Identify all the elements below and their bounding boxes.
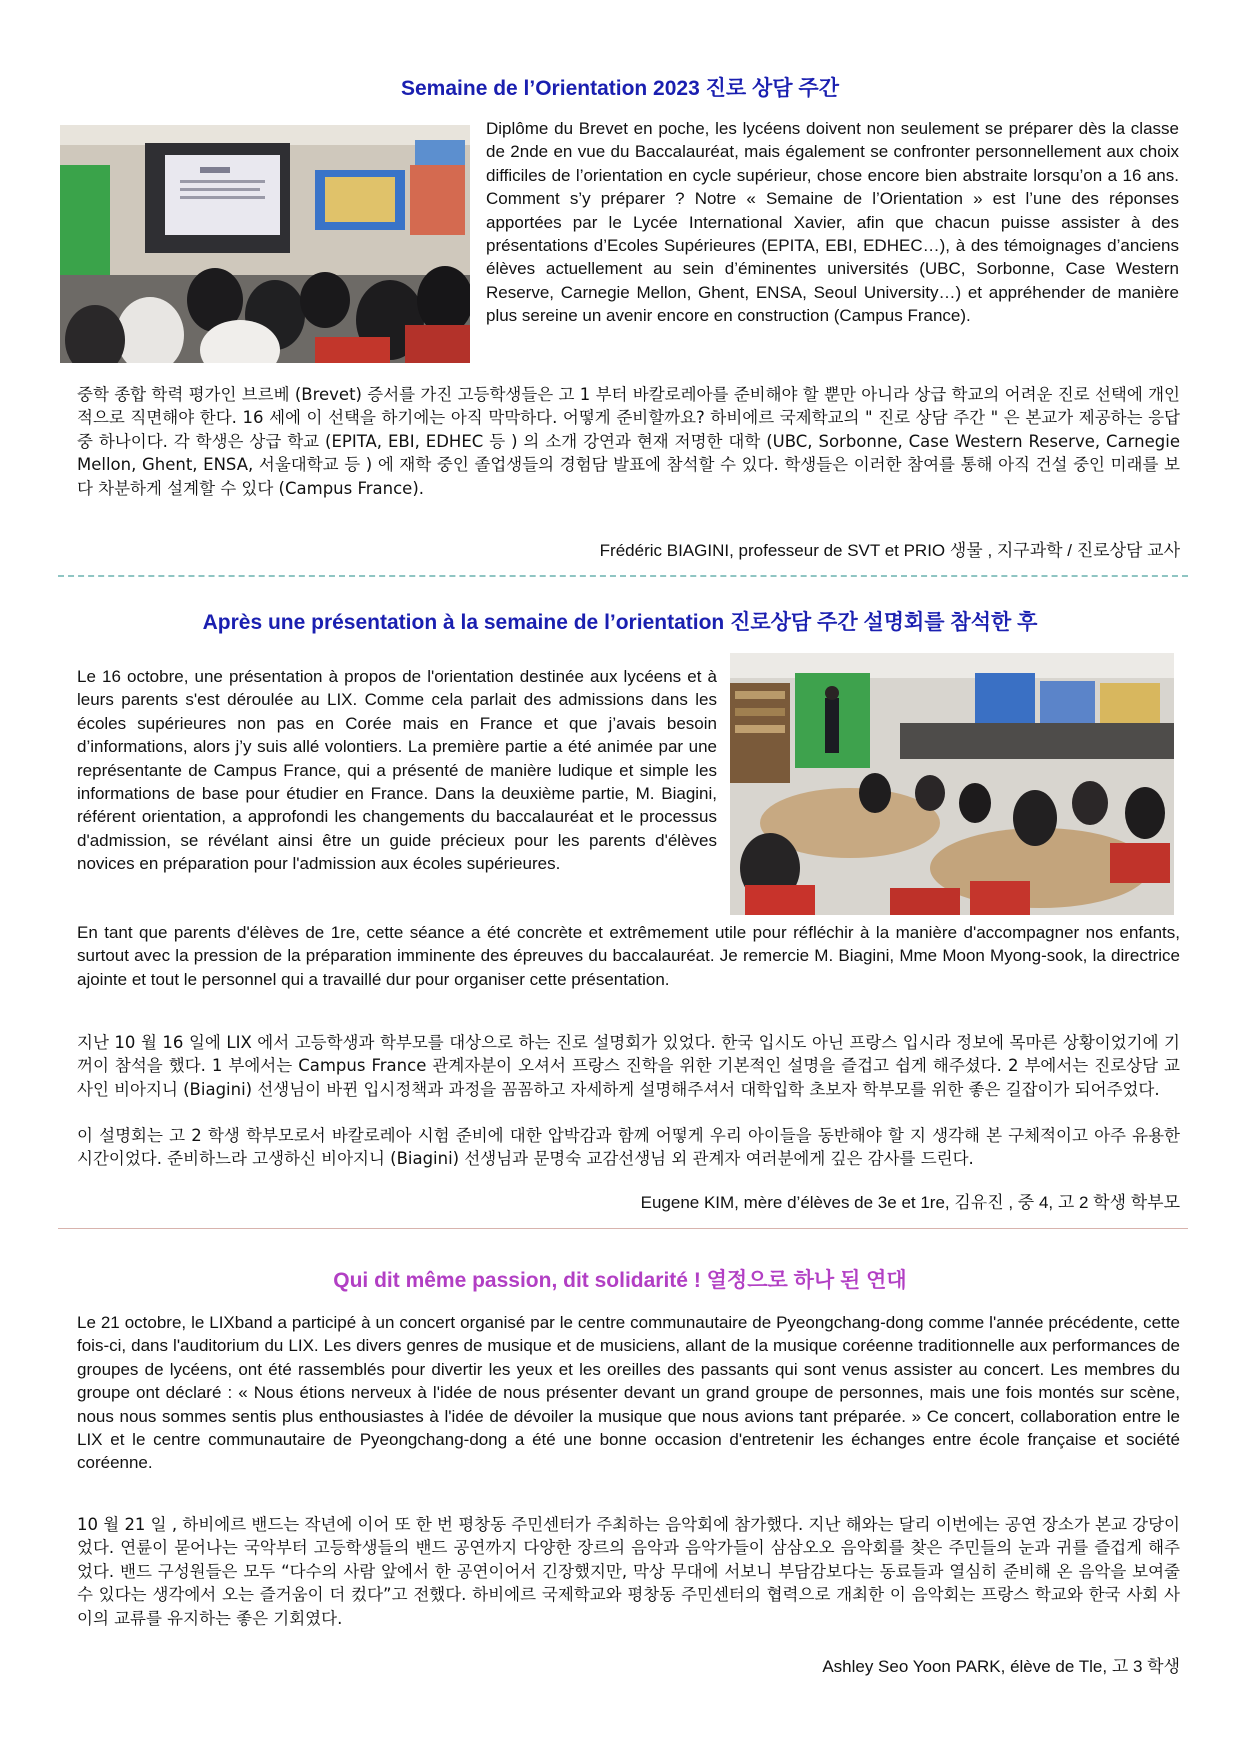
section1-signature: Frédéric BIAGINI, professeur de SVT et PRIO 생물 , 지구과학 / 진로상담 교사 — [599, 541, 1180, 560]
classroom-students-photo — [60, 125, 470, 363]
section-divider-solid — [58, 1228, 1188, 1229]
section1-korean-text: 중학 종합 학력 평가인 브르베 (Brevet) 증서를 가진 고등학생들은 고 1 부터 바칼로레아를 준비해야 할 뿐만 아니라 상급 학교의 어려운 진로 선택에 개인적으로 직면해야 한다. 16 세에 이 선택을 하기에는 아직 막막하다. 어떻게 준비할까요? 하비에르 국제학교의 " 진로 상담 주간 " 은 본교가 제공하는 응답 중 하나이다. 각 학생은 상급 학교 (EPITA, EBI, EDHEC 등 ) 의 소개 강연과 현재 저명한 대학 (UBC, Sorbonne, Case Western Reserve, Carnegie Mellon, Ghent, ENSA, 서울대학교 등 ) 에 재학 중인 졸업생들의 경험담 발표에 참석할 수 있다. 학생들은 이러한 참여를 통해 아직 건설 중인 미래를 보다 차분하게 설계할 수 있다 (Campus France). — [77, 385, 1180, 498]
section2-signature: Eugene KIM, mère d’élèves de 3e et 1re, 김유진 , 중 4, 고 2 학생 학부모 — [640, 1193, 1180, 1212]
section1-french-text: Diplôme du Brevet en poche, les lycéens doivent non seulement se préparer dès la classe de 2nde en vue du Baccalauréat, mais également se confronter personnellement aux choix difficiles de l’orientation en cycle supérieur, chose encore bien abstraite lorsqu’on a 16 ans. Comment s’y préparer ? Notre « Semaine de l’Orientation » est l’une des réponses apportées par le Lycée International Xavier, afin que chacun puisse assister à des présentations d’Ecoles Supérieures (EPITA, EBI, EDHEC…), à des témoignages d’anciens élèves actuellement au sein d’éminentes universités (UBC, Sorbonne, Case Western Reserve, Carnegie Mellon, Ghent, ENSA, Seoul University…) et appréhender de manière plus sereine un avenir encore en construction (Campus France). — [486, 119, 1179, 326]
section2-title: Après une présentation à la semaine de l’orientation 진로상담 주간 설명회를 참석한 후 — [202, 611, 1038, 634]
section2-korean-text-2: 이 설명회는 고 2 학생 학부모로서 바칼로레아 시험 준비에 대한 압박감과 함께 어떻게 우리 아이들을 동반해야 할 지 생각해 본 구체적이고 아주 유용한 시간이었다. 준비하느라 고생하신 비아지니 (Biagini) 선생님과 문명숙 교감선생님 외 관계자 여러분에게 깊은 감사를 드린다. — [77, 1126, 1180, 1169]
parents-presentation-photo — [730, 653, 1174, 915]
section3-french-text: Le 21 octobre, le LIXband a participé à un concert organisé par le centre communautaire de Pyeongchang-dong comme l'année précédente, cette fois-ci, dans l'auditorium du LIX. Les divers genres de musique et de musiciens, allant de la musique coréenne traditionnelle aux performances de groupes de lycéens, ont été rassemblés pour divertir les yeux et les oreilles des passants qui sont venus assister au concert. Les membres du groupe ont déclaré : « Nous étions nerveux à l'idée de nous présenter devant un grand groupe de personnes, mais une fois montés sur scène, nous nous sommes sentis plus enthousiastes à l'idée de dévoiler la musique que nous avions tant préparée. » Ce concert, collaboration entre le LIX et le centre communautaire de Pyeongchang-dong a été une bonne occasion d'entretenir les échanges entre école française et société coréenne. — [77, 1313, 1180, 1473]
section2-french-text-1: Le 16 octobre, une présentation à propos de l'orientation destinée aux lycéens et à leurs parents s'est déroulée au LIX. Comme cela parlait des admissions dans les écoles supérieures non pas en Corée mais en France et que j’avais besoin d’informations, alors j’y suis allé volontiers. La première partie a été animée par une représentante de Campus France, qui a présenté de manière ludique et simple les informations de base pour étudier en France. Dans la deuxième partie, M. Biagini, référent orientation, a approfondi les changements du baccalauréat et le processus d'admission, se révélant ainsi être un guide précieux pour les parents d'élèves novices en préparation pour l'admission aux écoles supérieures. — [77, 667, 717, 874]
section1-title: Semaine de l’Orientation 2023 진로 상담 주간 — [401, 77, 839, 100]
section3-title: Qui dit même passion, dit solidarité ! 열정으로 하나 된 연대 — [333, 1269, 907, 1292]
section3-signature: Ashley Seo Yoon PARK, élève de Tle, 고 3 학생 — [822, 1657, 1180, 1676]
section-divider-dashed — [58, 575, 1188, 577]
section3-korean-text: 10 월 21 일 , 하비에르 밴드는 작년에 이어 또 한 번 평창동 주민센터가 주최하는 음악회에 참가했다. 지난 해와는 달리 이번에는 공연 장소가 본교 강당이었다. 연륜이 묻어나는 국악부터 고등학생들의 밴드 공연까지 다양한 장르의 음악과 음악가들이 삼삼오오 음악회를 찾은 주민들의 눈과 귀를 즐겁게 해주었다. 밴드 구성원들은 모두 “다수의 사람 앞에서 한 공연이어서 긴장했지만, 막상 무대에 서보니 부담감보다는 동료들과 열심히 준비해 온 음악을 보여줄 수 있다는 생각에서 오는 즐거움이 더 컸다”고 전했다. 하비에르 국제학교와 평창동 주민센터의 협력으로 개최한 이 음악회는 프랑스 학교와 한국 사회 사이의 교류를 유지하는 좋은 기회였다. — [77, 1515, 1180, 1628]
section2-korean-text-1: 지난 10 월 16 일에 LIX 에서 고등학생과 학부모를 대상으로 하는 진로 설명회가 있었다. 한국 입시도 아닌 프랑스 입시라 정보에 목마른 상황이었기에 기꺼이 참석을 했다. 1 부에서는 Campus France 관계자분이 오셔서 프랑스 진학을 위한 기본적인 설명을 즐겁고 쉽게 해주셨다. 2 부에서는 진로상담 교사인 비아지니 (Biagini) 선생님이 바뀐 입시정책과 과정을 꼼꼼하고 자세하게 설명해주셔서 대학입학 초보자 학부모를 위한 좋은 길잡이가 되어주었다. — [77, 1033, 1180, 1099]
section2-french-text-2: En tant que parents d'élèves de 1re, cette séance a été concrète et extrêmement utile pour réfléchir à la manière d'accompagner nos enfants, surtout avec la pression de la préparation imminente des épreuves du baccalauréat. Je remercie M. Biagini, Mme Moon Myong-sook, la directrice ajointe et tout le personnel qui a travaillé dur pour organiser cette présentation. — [77, 923, 1180, 989]
